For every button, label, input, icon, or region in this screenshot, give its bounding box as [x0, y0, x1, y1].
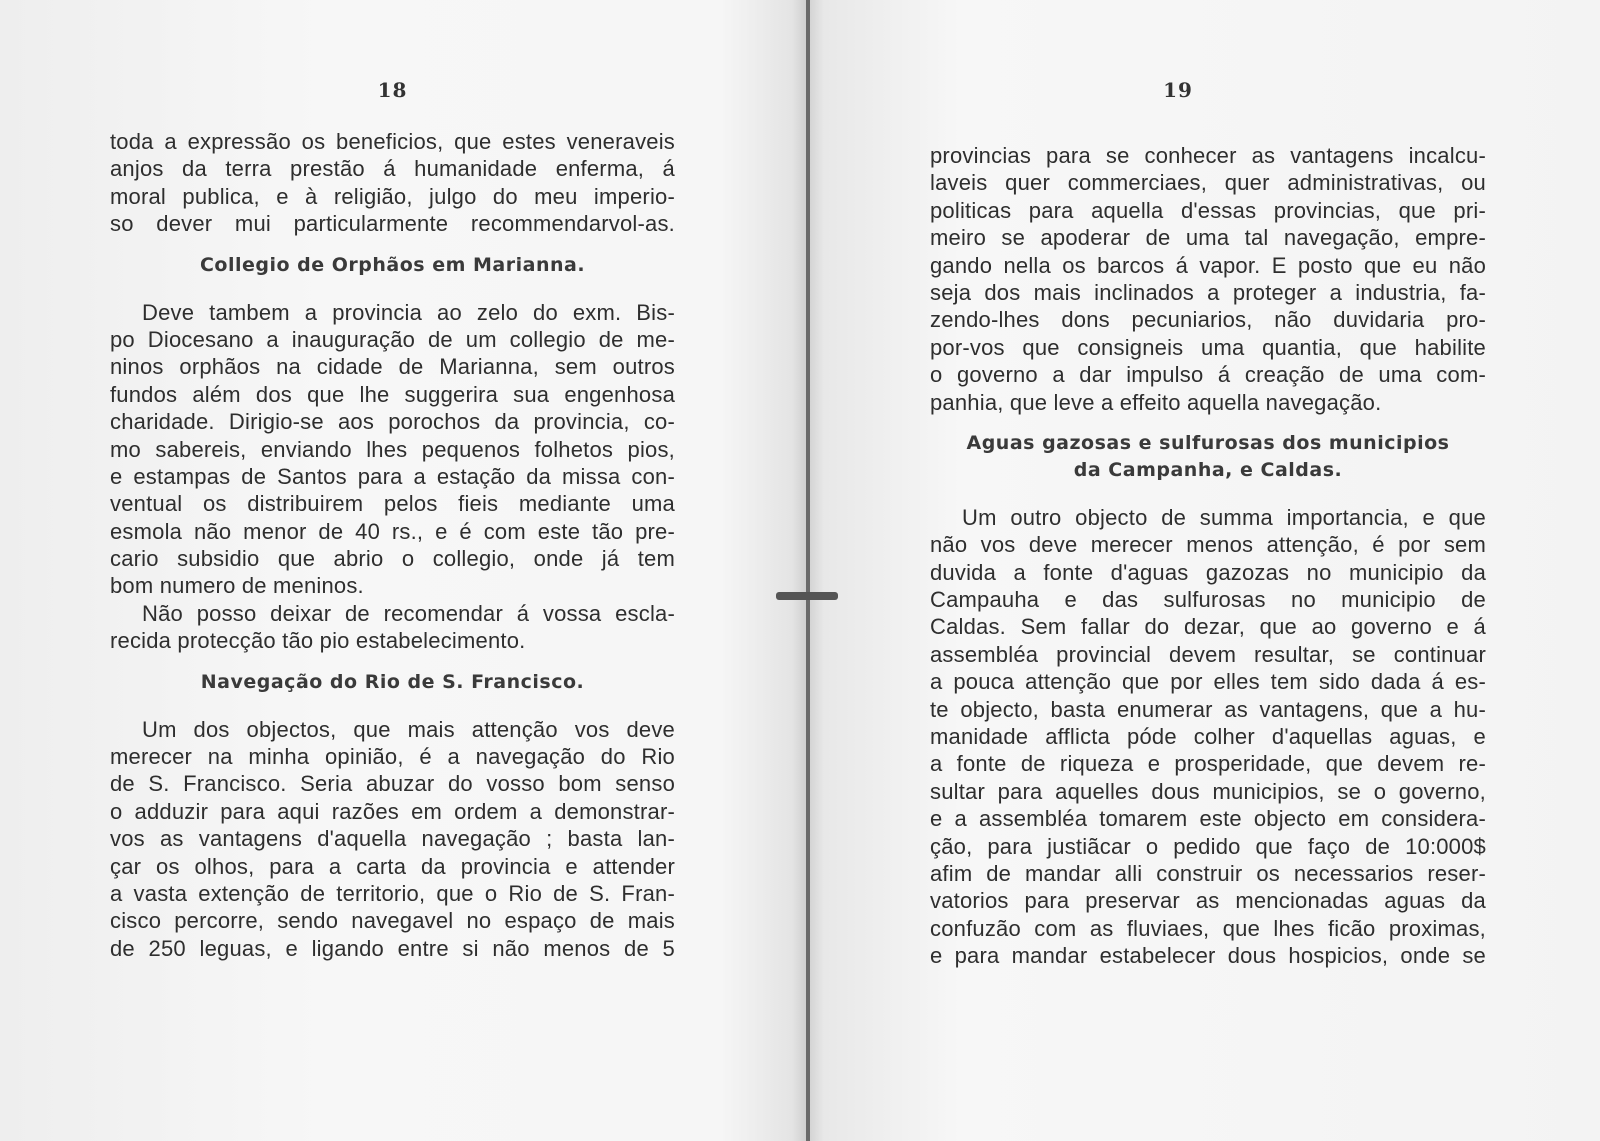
paragraph [110, 128, 675, 238]
binding-mark [776, 592, 838, 600]
section-heading-navigation: Navegação do Rio de S. Francisco. [200, 670, 585, 693]
book-spine [806, 0, 810, 1141]
text-line: assembléa provincial devem resultar, se continuar [930, 641, 1486, 667]
text-line: po Diocesano a inauguração de um collegio de me- [110, 326, 675, 352]
right-page [930, 0, 1486, 1141]
text-line: provincias para se conhecer as vantagens incalcu- [930, 143, 1486, 168]
text-line: Um dos objectos, que mais attenção vos deve [142, 716, 675, 742]
text-line: vatorios para preservar as mencionadas aguas da [930, 888, 1486, 914]
text-line: a pouca attenção que por elles tem sido dada á es- [930, 669, 1486, 695]
text-line: merecer na minha opinião, é a navegação do Rio [110, 744, 675, 770]
text-line: charidade. Dirigio-se aos porochos da provincia, co- [110, 409, 675, 435]
text-line: afim de mandar alli construir os necessarios reser- [930, 860, 1486, 886]
text-line: seja dos mais inclinados a proteger a industria, fa- [930, 279, 1486, 305]
text-line: zendo-lhes dons pecuniarios, não duvidaria pro- [930, 307, 1486, 333]
text-line: recida protecção tão pio estabelecimento. [110, 628, 526, 654]
text-line: mo sabereis, enviando lhes pequenos folhetos pios, [110, 436, 675, 462]
text-line: ninos orphãos na cidade de Marianna, sem outros [110, 354, 675, 380]
text-line: e estampas de Santos para a estação da missa con- [110, 463, 675, 489]
text-line: de S. Francisco. Seria abuzar do vosso bom senso [110, 771, 675, 797]
text-line: politicas para aquella d'essas provincias, que pri- [930, 197, 1486, 223]
text-line: por-vos que consigneis uma quantia, que habilite [930, 334, 1486, 360]
text-line: de 250 leguas, e ligando entre si não menos de 5 [110, 935, 675, 961]
text-line: vos as vantagens d'aquella navegação ; basta lan- [110, 826, 675, 852]
left-page [110, 0, 675, 1141]
text-line: anjos da terra prestão á humanidade enferma, á [110, 156, 675, 182]
text-line: ção, para justiãcar o pedido que faço de 10:000$ [930, 833, 1486, 859]
text-line: o adduzir para aqui razões em ordem a demonstrar- [110, 798, 675, 824]
text-line: çar os olhos, para a carta da provincia e attender [110, 853, 675, 879]
text-line: duvida a fonte d'aguas gazozas no municipio da [930, 559, 1486, 585]
paragraph [110, 716, 675, 963]
text-line: te objecto, basta enumerar as vantagens, que a hu- [930, 696, 1486, 722]
text-line: Deve tambem a provincia ao zelo do exm. Bis- [142, 299, 675, 325]
text-line: Não posso deixar de recomendar á vossa escla- [142, 600, 675, 626]
text-line: bom numero de meninos. [110, 573, 364, 599]
text-line: a vasta extenção de territorio, que o Rio de S. Fran- [110, 880, 675, 906]
text-line: confuzão com as fluviaes, que lhes ficão proximas, [930, 915, 1486, 941]
text-line: moral publica, e à religião, julgo do meu imperio- [110, 183, 675, 209]
section-heading-waters: Aguas gazosas e sulfurosas dos municipios [966, 431, 1450, 454]
text-line: manidade afflicta póde colher d'aquellas aguas, e [930, 724, 1486, 750]
section-heading-orphans: Collegio de Orphãos em Marianna. [199, 253, 586, 276]
text-line: so dever mui particularmente recommendarvol-as. [110, 211, 675, 237]
paragraph [930, 504, 1486, 970]
text-line: cisco percorre, sendo navegavel no espaço de mais [110, 908, 675, 934]
text-line: fundos além dos que lhe suggerira sua engenhosa [110, 381, 675, 407]
paragraph [930, 142, 1486, 416]
text-line: panhia, que leve a effeito aquella navegação. [930, 389, 1382, 415]
page-number-right: 19 [1163, 78, 1193, 102]
text-line: gando nella os barcos á vapor. E posto que eu não [930, 252, 1486, 278]
text-line: e a assembléa tomarem este objecto em considera- [930, 806, 1486, 832]
text-line: e para mandar estabelecer dous hospicios, onde se [930, 943, 1486, 969]
page-number-left: 18 [377, 78, 408, 102]
text-line: toda a expressão os beneficios, que estes veneraveis [110, 129, 675, 154]
text-line: meiro se apoderar de uma tal navegação, empre- [930, 225, 1486, 251]
text-line: laveis quer commerciaes, quer administrativas, ou [930, 170, 1486, 196]
text-line: o governo a dar impulso á creação de uma com- [930, 362, 1486, 388]
left-page-text [110, 128, 675, 962]
text-line: ventual os distribuirem pelos fieis mediante uma [110, 491, 675, 517]
text-line: a fonte de riqueza e prosperidade, que devem re- [930, 751, 1486, 777]
text-line: Caldas. Sem fallar do dezar, que ao governo e á [930, 614, 1486, 640]
text-line: esmola não menor de 40 rs., e é com este tão pre- [110, 518, 675, 544]
right-page-text [930, 142, 1486, 970]
text-line: não vos deve merecer menos attenção, é por sem [930, 532, 1486, 558]
paragraph [110, 299, 675, 655]
text-line: cario subsidio que abrio o collegio, onde já tem [110, 546, 675, 572]
text-line: Campauha e das sulfurosas no municipio de [930, 587, 1486, 613]
text-line: sultar para aquelles dous municipios, se o governo, [930, 778, 1486, 804]
text-line: Um outro objecto de summa importancia, e que [962, 504, 1486, 530]
section-heading-waters-2: da Campanha, e Caldas. [1073, 458, 1343, 481]
